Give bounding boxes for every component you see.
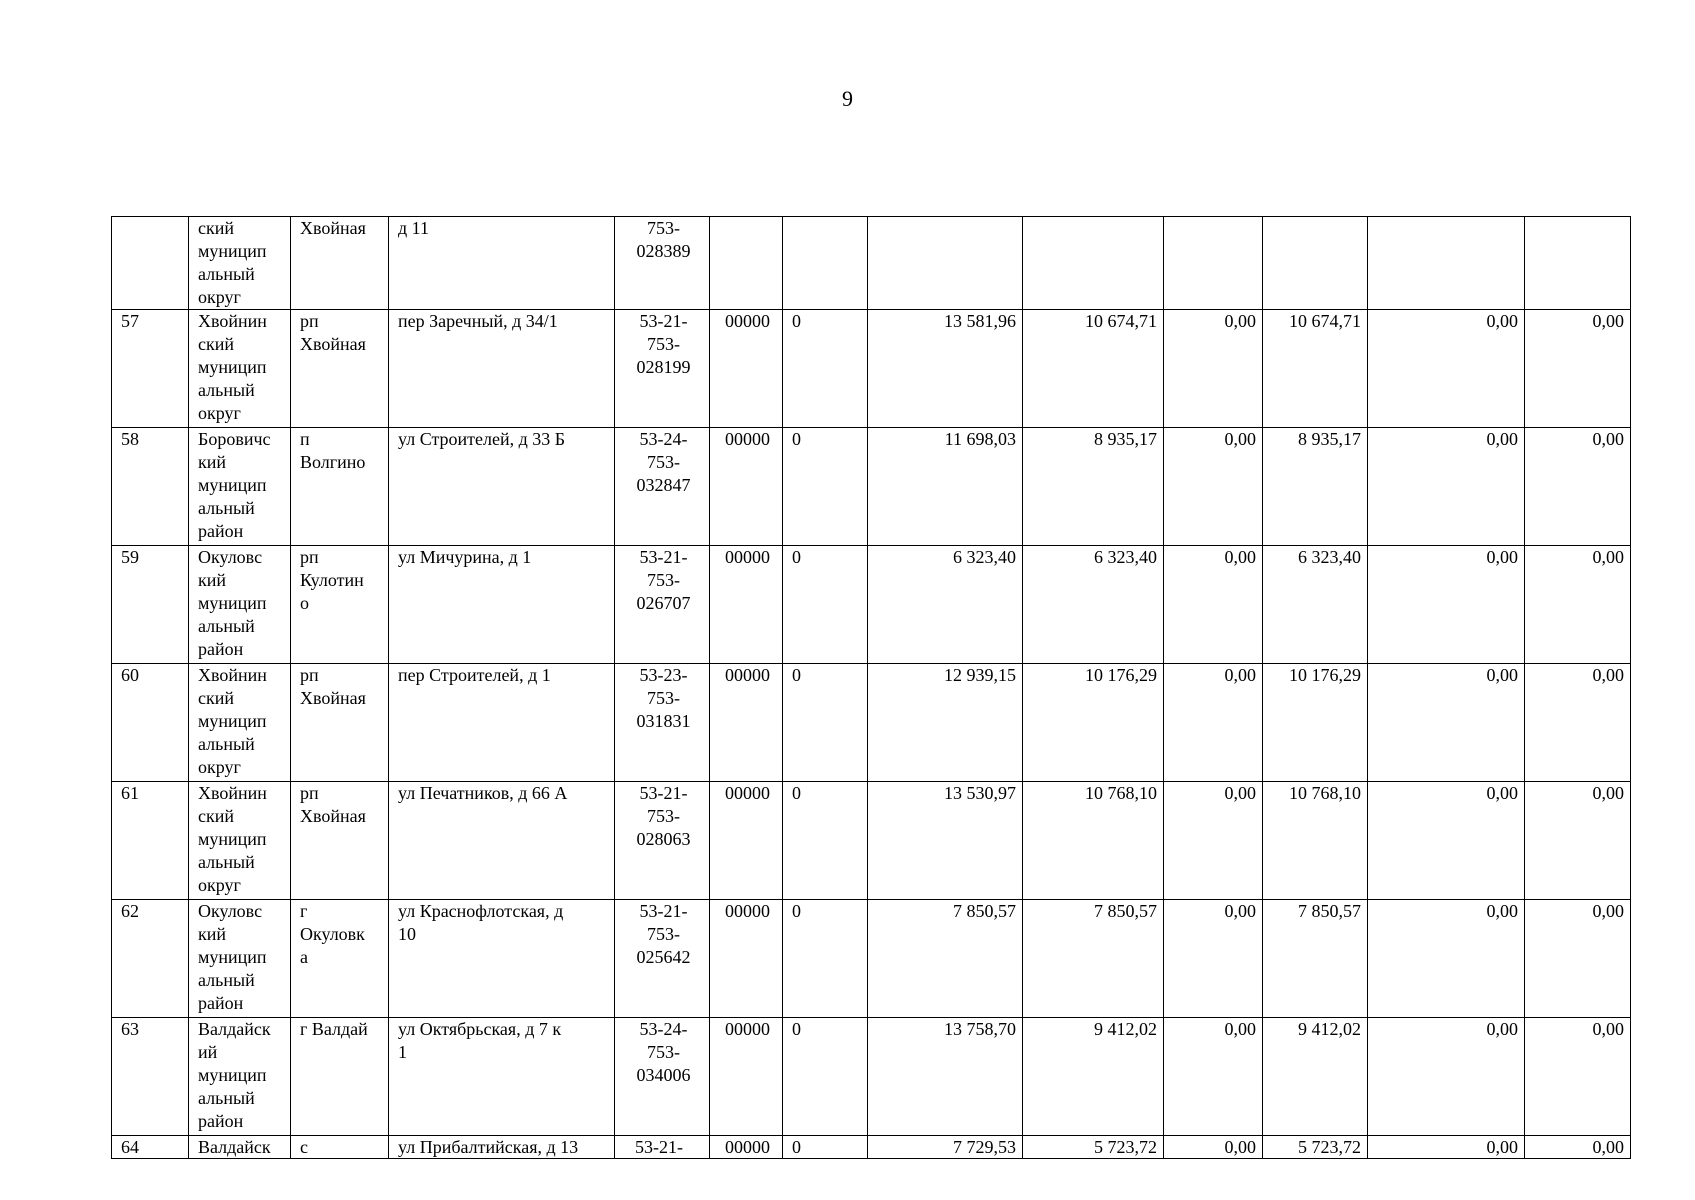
code-cell: 53-24- 753- 032847 [615,428,710,546]
value-cell: 10 768,10 [1023,782,1164,900]
value-cell: 0,00 [1368,900,1525,1018]
table-row [112,782,1631,900]
value-cell: 12 939,15 [868,664,1023,782]
locality-cell: г Валдай [291,1018,389,1136]
value-cell: 9 412,02 [1023,1018,1164,1136]
value-cell: 0,00 [1525,428,1631,546]
value-cell: 0,00 [1368,1018,1525,1136]
locality-cell: рп Хвойная [291,664,389,782]
value-cell: 0,00 [1368,782,1525,900]
value-cell: 0,00 [1525,900,1631,1018]
code-suffix-cell: 00000 [710,664,783,782]
value-cell: 0,00 [1525,1018,1631,1136]
flag-cell: 0 [783,428,868,546]
address-cell: ул Строителей, д 33 Б [389,428,615,546]
district-cell: Боровичс кий муницип альный район [189,428,291,546]
value-cell: 7 729,53 [868,1136,1023,1159]
code-cell: 53-21- 753- 028063 [615,782,710,900]
value-cell: 0,00 [1164,546,1263,664]
table-row [112,664,1631,782]
district-cell: Хвойнин ский муницип альный округ [189,310,291,428]
code-cell: 53-23- 753- 031831 [615,664,710,782]
value-cell: 7 850,57 [1263,900,1368,1018]
row-number [112,217,189,310]
register-table [111,216,1631,1159]
code-cell: 53-21- 753- 026707 [615,546,710,664]
locality-cell: п Волгино [291,428,389,546]
value-cell: 13 758,70 [868,1018,1023,1136]
row-number: 64 [112,1136,189,1159]
code-suffix-cell: 00000 [710,900,783,1018]
code-suffix-cell: 00000 [710,310,783,428]
value-cell: 7 850,57 [1023,900,1164,1018]
district-cell: ский муницип альный округ [189,217,291,310]
value-cell: 10 176,29 [1263,664,1368,782]
table-row [112,1136,1631,1159]
address-cell: ул Прибалтийская, д 13 [389,1136,615,1159]
row-number: 57 [112,310,189,428]
district-cell: Валдайск [189,1136,291,1159]
value-cell: 0,00 [1164,782,1263,900]
value-cell [1164,217,1263,310]
value-cell: 0,00 [1525,310,1631,428]
value-cell: 0,00 [1525,664,1631,782]
flag-cell: 0 [783,1018,868,1136]
value-cell: 0,00 [1164,1018,1263,1136]
value-cell [1368,217,1525,310]
value-cell [868,217,1023,310]
row-number: 59 [112,546,189,664]
value-cell [1525,217,1631,310]
value-cell: 8 935,17 [1023,428,1164,546]
table-row [112,900,1631,1018]
row-number: 58 [112,428,189,546]
flag-cell: 0 [783,900,868,1018]
locality-cell: с [291,1136,389,1159]
value-cell: 9 412,02 [1263,1018,1368,1136]
row-number: 62 [112,900,189,1018]
locality-cell: рп Кулотин о [291,546,389,664]
value-cell: 0,00 [1525,782,1631,900]
flag-cell: 0 [783,664,868,782]
value-cell: 6 323,40 [868,546,1023,664]
value-cell: 0,00 [1368,664,1525,782]
address-cell: ул Печатников, д 66 А [389,782,615,900]
value-cell: 8 935,17 [1263,428,1368,546]
value-cell [1023,217,1164,310]
value-cell: 0,00 [1164,310,1263,428]
row-number: 61 [112,782,189,900]
value-cell: 0,00 [1368,1136,1525,1159]
table-row [112,1018,1631,1136]
address-cell: пер Заречный, д 34/1 [389,310,615,428]
code-cell: 753- 028389 [615,217,710,310]
value-cell: 10 176,29 [1023,664,1164,782]
locality-cell: г Окуловк а [291,900,389,1018]
table-row [112,428,1631,546]
value-cell: 13 530,97 [868,782,1023,900]
value-cell: 10 674,71 [1263,310,1368,428]
value-cell: 0,00 [1368,546,1525,664]
value-cell: 0,00 [1164,428,1263,546]
value-cell: 0,00 [1525,546,1631,664]
district-cell: Хвойнин ский муницип альный округ [189,664,291,782]
row-number: 63 [112,1018,189,1136]
value-cell: 0,00 [1164,664,1263,782]
address-cell: ул Краснофлотская, д 10 [389,900,615,1018]
value-cell: 13 581,96 [868,310,1023,428]
flag-cell: 0 [783,782,868,900]
value-cell: 0,00 [1525,1136,1631,1159]
flag-cell: 0 [783,546,868,664]
code-suffix-cell: 00000 [710,428,783,546]
value-cell: 0,00 [1368,428,1525,546]
code-cell: 53-21- 753- 028199 [615,310,710,428]
address-cell: ул Мичурина, д 1 [389,546,615,664]
district-cell: Окуловс кий муницип альный район [189,546,291,664]
table-row [112,546,1631,664]
code-cell: 53-21- [615,1136,710,1159]
value-cell: 10 768,10 [1263,782,1368,900]
address-cell: пер Строителей, д 1 [389,664,615,782]
code-cell: 53-24- 753- 034006 [615,1018,710,1136]
value-cell: 0,00 [1164,900,1263,1018]
address-cell: д 11 [389,217,615,310]
value-cell: 7 850,57 [868,900,1023,1018]
code-suffix-cell [710,217,783,310]
value-cell: 11 698,03 [868,428,1023,546]
code-cell: 53-21- 753- 025642 [615,900,710,1018]
locality-cell: рп Хвойная [291,782,389,900]
value-cell: 6 323,40 [1023,546,1164,664]
value-cell [1263,217,1368,310]
value-cell: 5 723,72 [1263,1136,1368,1159]
row-number: 60 [112,664,189,782]
district-cell: Валдайск ий муницип альный район [189,1018,291,1136]
page-number: 9 [842,86,853,111]
table-row [112,217,1631,310]
address-cell: ул Октябрьская, д 7 к 1 [389,1018,615,1136]
value-cell: 6 323,40 [1263,546,1368,664]
table-row [112,310,1631,428]
code-suffix-cell: 00000 [710,1136,783,1159]
value-cell: 5 723,72 [1023,1136,1164,1159]
code-suffix-cell: 00000 [710,782,783,900]
value-cell: 0,00 [1164,1136,1263,1159]
flag-cell: 0 [783,1136,868,1159]
locality-cell: Хвойная [291,217,389,310]
flag-cell [783,217,868,310]
value-cell: 0,00 [1368,310,1525,428]
locality-cell: рп Хвойная [291,310,389,428]
flag-cell: 0 [783,310,868,428]
code-suffix-cell: 00000 [710,546,783,664]
district-cell: Хвойнин ский муницип альный округ [189,782,291,900]
value-cell: 10 674,71 [1023,310,1164,428]
code-suffix-cell: 00000 [710,1018,783,1136]
district-cell: Окуловс кий муницип альный район [189,900,291,1018]
